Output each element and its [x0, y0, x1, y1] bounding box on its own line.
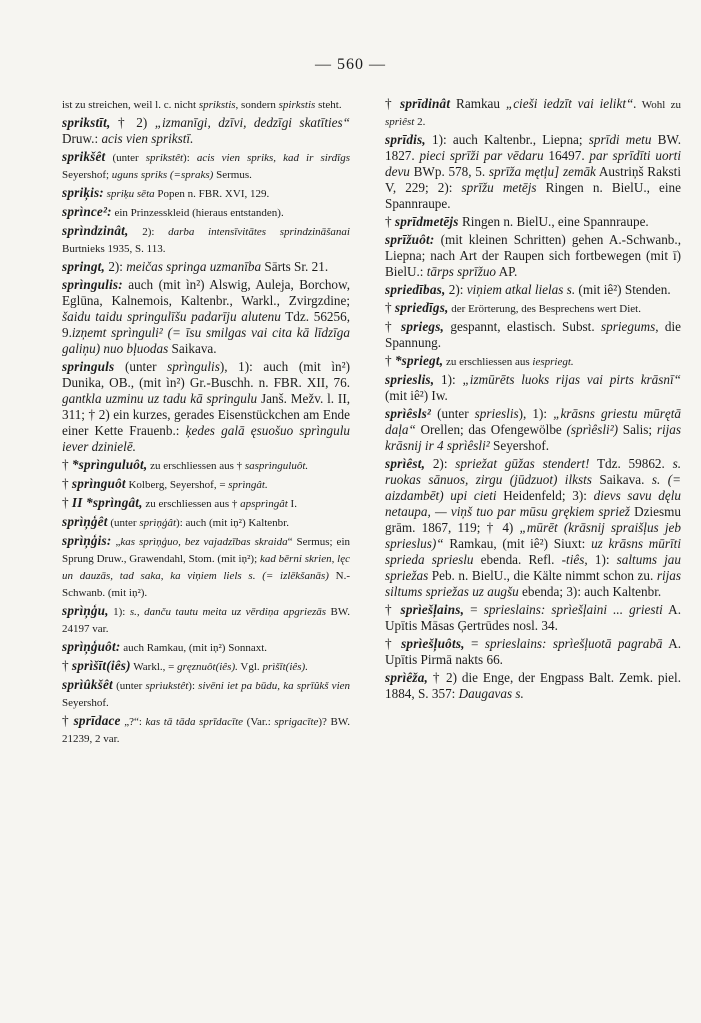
entry-text: Warkl., =	[130, 661, 178, 673]
entry-text: Seyershof;	[62, 169, 112, 181]
entry-text: spriežat gūžas stendert!	[455, 456, 590, 471]
entry-text: rijas krāsnij ir 4 sprìêsli²	[385, 422, 681, 453]
entry-text: zu erschliessen aus †	[147, 460, 245, 472]
entry-text: pieci sprīži par vēdaru	[419, 148, 544, 163]
entry-text: (unter	[107, 517, 140, 529]
entry-text: , 1):	[584, 552, 617, 567]
entry-text: Ringen n. BielU., eine Spannraupe.	[385, 180, 682, 211]
entry-text: ein Prinzesskleid (hieraus entstanden).	[111, 207, 284, 219]
entry-headword: sprīdis,	[385, 132, 426, 147]
entry-headword: spriedības,	[385, 282, 446, 297]
entry-text: ist zu streichen, weil l. c. nicht	[62, 99, 199, 111]
entry-text: Heidenfeld; 3):	[496, 488, 594, 503]
entry-text: †	[62, 457, 72, 472]
entry-text: , sondern	[235, 99, 279, 111]
entry-text: BW. 24197 var.	[62, 606, 350, 635]
entry-text: sprīžu metējs	[461, 180, 537, 195]
entry-text: sasprìnguluôt.	[244, 460, 309, 472]
entry-text: †	[385, 96, 401, 111]
entry-text: viņiem atkal lielas s.	[466, 282, 576, 297]
entry-text: Orellen; das Ofengewölbe	[415, 422, 567, 437]
entry-text: Sermus.	[213, 169, 252, 181]
entry-text: 2):	[105, 259, 127, 274]
entry-text: Janš. Mežv. l. II, 311; † 2) ein kurzes, gerades Eisenstückchen am Ende einer Kette Frauenb.:	[62, 391, 351, 438]
entry-text: „cieši iedzīt vai ielikt“.	[505, 96, 637, 111]
dictionary-entry	[62, 359, 350, 455]
entry-text: gantkla uzminu uz tadu kā springulu	[62, 391, 258, 406]
entry-text: auch Ramkau, (mit iņ²) Sonnaxt.	[120, 642, 268, 654]
entry-text: Tdz. 59862.	[589, 456, 673, 471]
entry-text: „krāsns griestu mūrętā daļa“	[385, 406, 681, 437]
entry-text: spriegums	[601, 319, 656, 334]
entry-text: (Var.:	[243, 716, 275, 728]
entry-headword: sprìņģuôt:	[62, 639, 121, 654]
entry-headword: springt,	[62, 259, 106, 274]
entry-text: ebenda. Refl. -	[473, 552, 567, 567]
entry-text: kas sprìņģuo, bez vajadzības skraida	[120, 536, 288, 548]
entry-text: Dziesmu grām. 1867, 119; † 4)	[385, 504, 681, 535]
entry-text: dievs savu dęlu netaupa, — viņš tuo par mūsu grękiem spriež	[385, 488, 681, 519]
entry-text: iespriegt.	[532, 356, 574, 368]
dictionary-entry	[62, 677, 350, 711]
entry-text: spirkstis	[278, 99, 316, 111]
entry-headword: sprīdace	[73, 713, 121, 728]
entry-text: 16497.	[543, 148, 590, 163]
entry-text: sprìngât.	[228, 479, 268, 491]
entry-headword: sprìêža,	[385, 670, 428, 685]
entry-text: (unter	[112, 680, 146, 692]
entry-text: Saikava.	[168, 341, 217, 356]
dictionary-entry	[385, 602, 681, 634]
entry-headword: sprikšêt	[62, 149, 106, 164]
dictionary-entry	[62, 457, 350, 474]
entry-headword: spriedīgs,	[394, 300, 449, 315]
entry-text: sprìêst	[385, 116, 415, 128]
entry-text: der Erörterung, des Besprechens wert Diet.	[448, 303, 641, 315]
entry-text: †	[385, 214, 395, 229]
entry-text: šaidu taidu springulīšu padarīju alutenu	[62, 309, 281, 324]
entry-text: spriķu sēta	[106, 188, 155, 200]
entry-headword: sprìešļuôts,	[401, 636, 465, 651]
entry-headword: spriķis:	[62, 185, 104, 200]
dictionary-entry	[385, 319, 681, 351]
entry-headword: springuls	[62, 359, 115, 374]
entry-headword: sprìngulis:	[62, 277, 123, 292]
entry-text: sprikstêt	[145, 152, 184, 164]
dictionary-entry	[385, 670, 681, 702]
dictionary-entry	[385, 372, 681, 404]
entry-text: sivēni iet pa būdu, ka sprīûkš vien	[198, 680, 351, 692]
entry-text: izņemt sprìnguli² (= īsu smilgas vai cita kā līdzīga galiņu) nuo bļuodas	[62, 325, 350, 356]
dictionary-entry	[385, 300, 681, 317]
entry-text: ), 1):	[518, 406, 554, 421]
dictionary-entry	[385, 353, 681, 370]
entry-text: ):	[188, 680, 199, 692]
entry-headword: sprieslis,	[385, 372, 435, 387]
entry-text: auch (mit ìn²) Alswig, Auleja, Borchow, Eglūna, Kalnemois, Kaltenbr., Warkl., Zvirgzdine;	[62, 277, 350, 308]
entry-text: prìšīt(iês).	[262, 661, 308, 673]
entry-headword: sprīžuôt:	[385, 232, 435, 247]
dictionary-entry	[62, 204, 350, 221]
entry-text: gręznuôt(iês).	[177, 661, 238, 673]
dictionary-entry	[62, 96, 350, 113]
entry-text: Popen n. FBR. XVI, 129.	[154, 188, 270, 200]
entry-text: par sprīdīti uorti devu	[385, 148, 682, 179]
entry-text: Vgl.	[237, 661, 263, 673]
entry-headword: sprìndzinât,	[62, 223, 129, 238]
entry-text: †	[62, 495, 72, 510]
entry-text: Seyershof.	[62, 697, 109, 709]
entry-text: apsprìngât	[240, 498, 288, 510]
entry-text: meičas springa uzmanība	[126, 259, 262, 274]
entry-text: †	[385, 319, 402, 334]
entry-text: †	[385, 353, 395, 368]
entry-text: †	[385, 636, 402, 651]
entry-text: sprieslains: sprìešļuotā pagrabā	[484, 636, 663, 651]
entry-text: 2):	[425, 456, 456, 471]
entry-text: s., danču tautu meita uz vērdiņa apgriezās	[129, 606, 327, 618]
entry-text: (sprìêsli²)	[566, 422, 619, 437]
entry-headword: spriegs,	[401, 319, 445, 334]
entry-text: uz krāsns mūrīti sprieda sprieslu	[385, 536, 681, 567]
entry-text: Ramkau	[450, 96, 506, 111]
dictionary-entry	[385, 232, 681, 280]
dictionary-entry	[62, 149, 350, 183]
dictionary-entry	[62, 658, 350, 675]
entry-text: Seyershof.	[489, 438, 550, 453]
entry-text: ): auch (mit iņ²) Kaltenbr.	[176, 517, 289, 529]
entry-text: darba intensīvitātes sprindzināšanai	[168, 226, 350, 238]
dictionary-entry	[62, 514, 350, 531]
entry-text: Daugavas s.	[458, 686, 524, 701]
dictionary-entry	[62, 713, 350, 747]
dictionary-entry	[385, 214, 681, 230]
dictionary-entry	[62, 185, 350, 202]
entry-headword: sprìešļains,	[400, 602, 465, 617]
entry-text: rijas siltums spriežas uz augšu	[385, 568, 681, 599]
entry-text: „izmanīgi, dzīvi, dedzīgi skatīties“	[154, 115, 350, 130]
entry-headword: *spriegt,	[394, 353, 444, 368]
entry-text: AP.	[496, 264, 518, 279]
entry-text: †	[62, 658, 72, 673]
dictionary-entry	[385, 282, 681, 298]
entry-text: BW. 1827.	[385, 132, 682, 163]
entry-text: I.	[287, 498, 297, 510]
entry-text: uguns spriks (=spraks)	[111, 169, 214, 181]
entry-headword: sprìņģu,	[62, 603, 109, 618]
dictionary-entry	[62, 495, 350, 512]
entry-text: N.-Schwanb. (mit iņ²).	[62, 570, 350, 599]
entry-text: , die Spannung.	[385, 319, 681, 350]
entry-text: 2.	[414, 116, 426, 128]
entry-text: Wohl zu	[636, 99, 681, 111]
dictionary-entry	[385, 636, 681, 668]
entry-text: gespannt, elastisch. Subst.	[444, 319, 601, 334]
entry-text: Druw.:	[62, 131, 102, 146]
entry-text: (unter	[114, 359, 168, 374]
entry-text: ), 1): auch (mit ìn²) Dunika, OB., (mit ìn²) Gr.-Buschh. n. FBR. XII, 76.	[62, 359, 350, 390]
entry-headword: sprìûkšêt	[62, 677, 113, 692]
entry-text: 1):	[108, 606, 130, 618]
entry-text: sprīža mętļu] zemāk	[488, 164, 596, 179]
entry-text: )? BW. 21239, 2 var.	[62, 716, 350, 745]
entry-text: s. (= aizdambēt) upi cieti	[385, 472, 681, 503]
entry-text: ):	[183, 152, 197, 164]
entry-text: †	[62, 476, 72, 491]
entry-text: † 2)	[110, 115, 155, 130]
dictionary-entry	[62, 277, 350, 357]
entry-text: sprīdi metu	[588, 132, 652, 147]
entry-text: 1): auch Kaltenbr., Liepna;	[425, 132, 589, 147]
dictionary-entry	[62, 259, 350, 275]
entry-text: Sārts Sr. 21.	[261, 259, 329, 274]
entry-headword: II *sprìngât,	[71, 495, 143, 510]
entry-text: Kolberg, Seyershof, =	[125, 479, 229, 491]
entry-text: sprieslis	[474, 406, 519, 421]
entry-text: tārps sprīžuo	[426, 264, 497, 279]
entry-text: Austriņš Raksti V, 229; 2):	[385, 164, 682, 195]
entry-text: Tdz. 56256, 9.	[62, 309, 351, 340]
entry-headword: sprìnce²:	[62, 204, 112, 219]
dictionary-entry	[385, 96, 681, 130]
entry-text: †	[385, 602, 401, 617]
entry-text: „mūrēt (krāsnij spraišļus jeb sprieslus)“	[385, 520, 681, 551]
dictionary-entry	[385, 456, 681, 600]
entry-text: „	[111, 536, 121, 548]
entry-text: BWp. 578, 5.	[409, 164, 489, 179]
entry-text: „?“:	[120, 716, 146, 728]
entry-headword: *sprìnguluôt,	[71, 457, 148, 472]
entry-text: 1):	[434, 372, 463, 387]
entry-text: ebenda; 3): auch Kaltenbr.	[518, 584, 662, 599]
entry-text: (mit kleinen Schritten) gehen A.-Schwanb., Liepna; nach Art der Raupen sich fortbewegen (mit ī) BielU.:	[385, 232, 681, 279]
entry-text: Salis;	[618, 422, 657, 437]
entry-text: steht.	[315, 99, 342, 111]
entry-text: acis vien spriks, kad ir sirdīgs	[196, 152, 350, 164]
entry-headword: sprīdmetējs	[394, 214, 459, 229]
entry-headword: sprikstīt,	[62, 115, 111, 130]
dictionary-entry	[385, 132, 681, 212]
entry-text: A. Upītis Māsas Ģertrūdes nosl. 34.	[385, 602, 681, 633]
entry-text: †	[62, 713, 74, 728]
entry-text: =	[464, 602, 484, 617]
entry-text: sprigacīte	[274, 716, 319, 728]
dictionary-entry	[62, 603, 350, 637]
entry-text: Peb. n. BielU., die Kälte nimmt schon zu.	[428, 568, 657, 583]
entry-text: sprikstis	[198, 99, 236, 111]
entry-text: „izmūrēts luoks rijas vai pirts krāsnī“	[462, 372, 681, 387]
entry-text: Ringen n. BielU., eine Spannraupe.	[458, 214, 649, 229]
entry-headword: sprīdinât	[400, 96, 451, 111]
entry-text: =	[464, 636, 485, 651]
entry-text: zu erschliessen aus †	[142, 498, 241, 510]
entry-text: zu erschliessen aus	[443, 356, 533, 368]
entry-text: (unter	[431, 406, 475, 421]
entry-text: tiês	[566, 552, 585, 567]
left-column	[62, 96, 350, 749]
entry-text: †	[385, 300, 395, 315]
entry-headword: sprìêst,	[385, 456, 426, 471]
dictionary-entry	[385, 406, 681, 454]
entry-text: “ Sermus; ein Sprung Druw., Grawendahl, Stom. (mit iņ²);	[62, 536, 350, 565]
entry-text: sprìngulis	[167, 359, 220, 374]
entry-text: † 2) die Enge, der Engpass Balt. Zemk. piel. 1884, S. 357:	[385, 670, 681, 701]
entry-text: ķedes galā ęsuošuo sprìngulu iever dzinielē.	[62, 423, 350, 454]
entry-text: Ramkau, (mit iê²) Siuxt:	[443, 536, 592, 551]
entry-text: 2):	[445, 282, 467, 297]
entry-headword: sprìņģis:	[62, 533, 112, 548]
entry-text: sprieslains: sprìešļaini ... griesti	[483, 602, 663, 617]
entry-headword: sprìnguôt	[71, 476, 126, 491]
entry-text: (mit iê²) Iw.	[385, 388, 448, 403]
entry-headword: sprìêsls²	[385, 406, 432, 421]
entry-text: (mit iê²) Stenden.	[575, 282, 671, 297]
dictionary-entry	[62, 115, 350, 147]
entry-text: acis vien sprikstī.	[101, 131, 194, 146]
dictionary-entry	[62, 533, 350, 601]
dictionary-entry	[62, 639, 350, 656]
entry-text: kad bērni skrien, lęc un dauzās, tad saka, ka viņiem liels s. (= izlēkšanās)	[62, 553, 350, 582]
entry-headword: sprìņģêt	[62, 514, 108, 529]
entry-text: (unter	[105, 152, 146, 164]
entry-headword: sprìšīt(iês)	[71, 658, 131, 673]
entry-text: 2):	[128, 226, 169, 238]
dictionary-entry	[62, 223, 350, 257]
entry-text: kas tā tāda sprīdacīte	[145, 716, 244, 728]
entry-text: A. Upītis Pirmā nakts 66.	[385, 636, 682, 667]
entry-text: saltums jau spriežas	[385, 552, 681, 583]
entry-text: sprìņģât	[139, 517, 177, 529]
entry-text: Burtnieks 1935, S. 113.	[62, 243, 166, 255]
entry-text: Saikava.	[591, 472, 652, 487]
right-column	[385, 96, 681, 704]
entry-text: s. ruokas sānuos, zirgu (jūdzuot) ilksts	[385, 456, 682, 487]
entry-text: sprìukstêt	[145, 680, 189, 692]
dictionary-entry	[62, 476, 350, 493]
page-number: — 560 —	[315, 56, 386, 73]
